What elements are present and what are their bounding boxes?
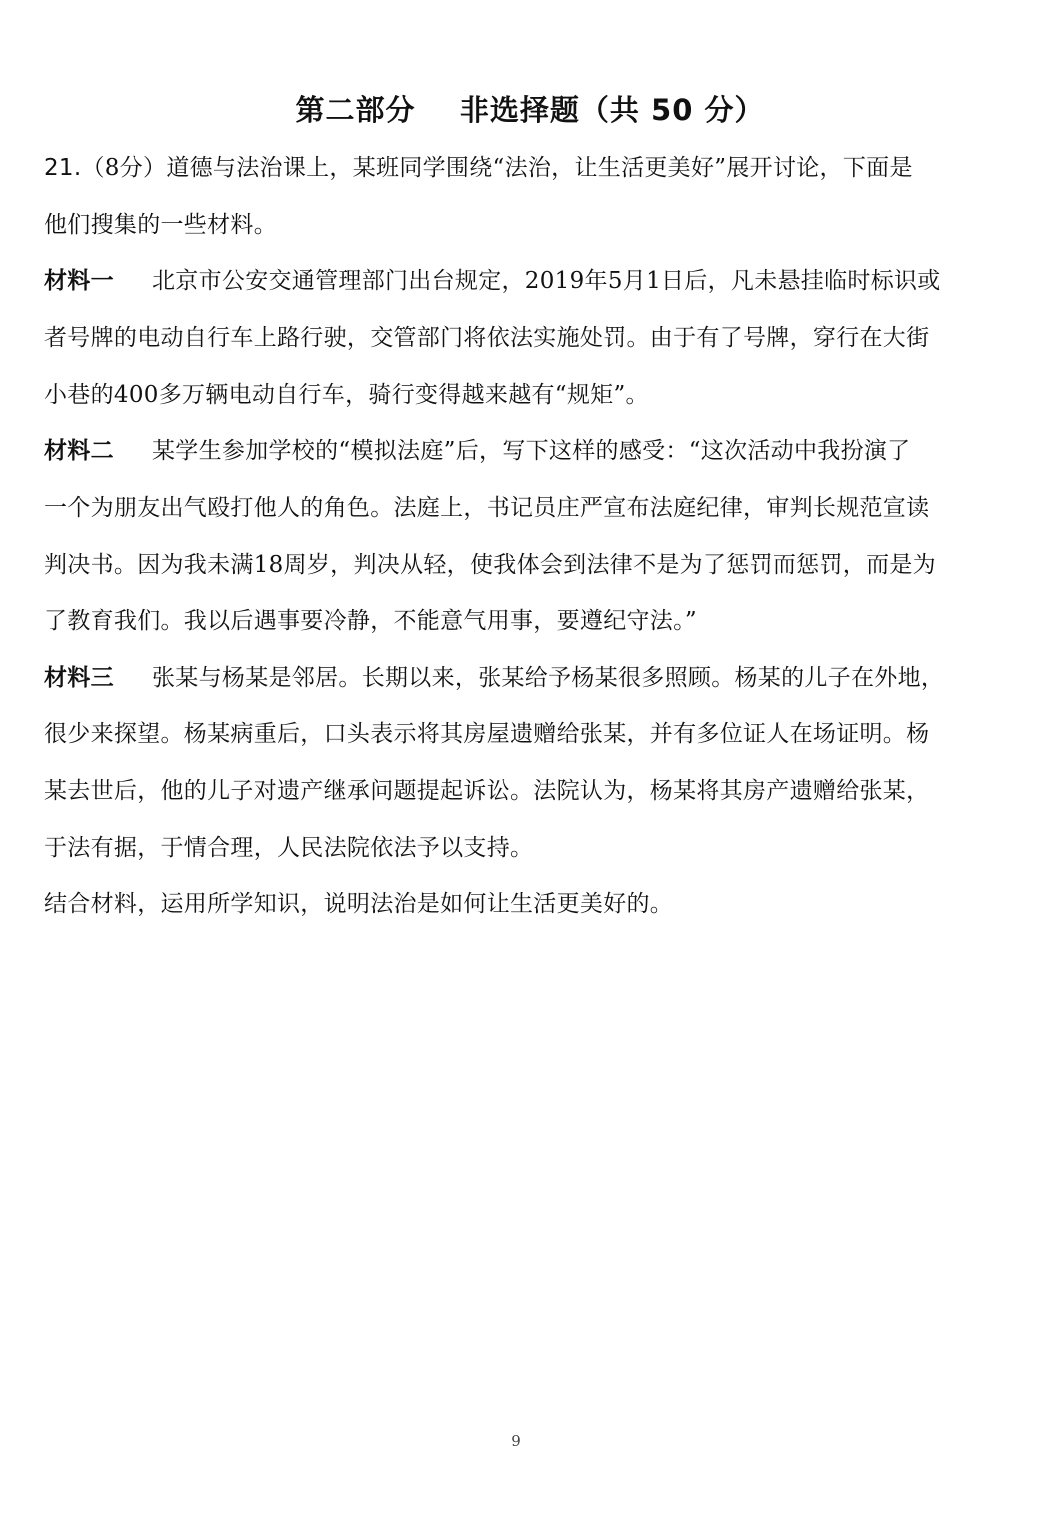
material-2-text: 某学生参加学校的“模拟法庭”后，写下这样的感受：“这次活动中我扮演了 xyxy=(152,438,911,464)
material-2-line-4: 了教育我们。我以后遇事要冷静，不能意气用事，要遵纪守法。” xyxy=(44,608,697,634)
question-line-1 xyxy=(44,152,994,184)
question-number: 21. xyxy=(44,155,82,181)
material-2-line-1 xyxy=(44,435,994,467)
section-title: 第二部分 非选择题（共 50 分） xyxy=(295,93,765,127)
material-2-line-3: 判决书。因为我未满18周岁，判决从轻，使我体会到法律不是为了惩罚而惩罚，而是为 xyxy=(44,552,936,578)
material-3-line-2: 很少来探望。杨某病重后，口头表示将其房屋遗赠给张某，并有多位证人在场证明。杨 xyxy=(44,721,930,747)
material-1-label: 材料一 xyxy=(44,268,114,294)
material-2-label: 材料二 xyxy=(44,438,114,464)
material-1-line-3: 小巷的400多万辆电动自行车，骑行变得越来越有“规矩”。 xyxy=(44,382,649,408)
material-3-line-3: 某去世后，他的儿子对遗产继承问题提起诉讼。法院认为，杨某将其房产遗赠给张某， xyxy=(44,778,930,804)
material-1-line-2: 者号牌的电动自行车上路行驶，交管部门将依法实施处罚。由于有了号牌，穿行在大街 xyxy=(44,325,930,351)
material-2-line-2: 一个为朋友出气殴打他人的角色。法庭上，书记员庄严宣布法庭纪律，审判长规范宣读 xyxy=(44,495,930,521)
material-3-text: 张某与杨某是邻居。长期以来，张某给予杨某很多照顾。杨某的儿子在外地， xyxy=(152,665,945,691)
question-text: 道德与法治课上，某班同学围绕“法治，让生活更美好”展开讨论，下面是 xyxy=(166,155,913,181)
material-1-text: 北京市公安交通管理部门出台规定，2019年5月1日后，凡未悬挂临时标识或 xyxy=(152,268,941,294)
task-prompt: 结合材料，运用所学知识，说明法治是如何让生活更美好的。 xyxy=(44,891,674,917)
material-3-line-4: 于法有据，于情合理，人民法院依法予以支持。 xyxy=(44,835,534,861)
material-1-line-1 xyxy=(44,265,994,297)
page-number: 9 xyxy=(511,1432,521,1450)
material-3-label: 材料三 xyxy=(44,665,114,691)
question-score: （8分） xyxy=(81,155,167,181)
material-3-line-1 xyxy=(44,662,994,694)
question-line-2: 他们搜集的一些材料。 xyxy=(44,212,277,238)
